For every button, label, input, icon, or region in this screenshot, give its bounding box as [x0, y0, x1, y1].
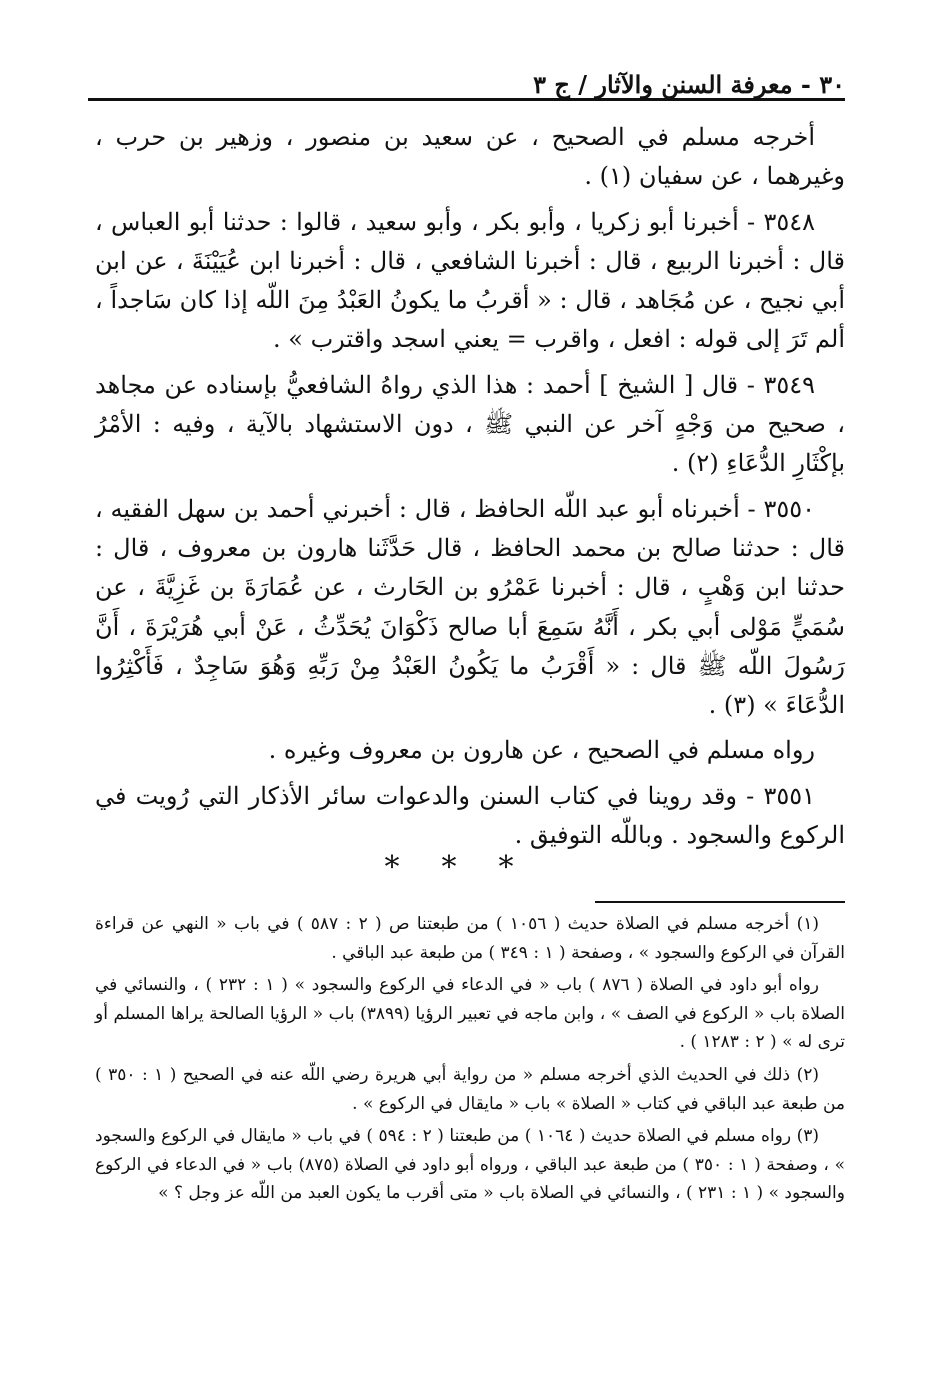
paragraph-riwayah: رواه مسلم في الصحيح ، عن هارون بن معروف وغيره .: [268, 736, 815, 765]
divider-star: *: [498, 850, 556, 885]
main-text: [95, 118, 845, 861]
header-rule: [88, 98, 845, 101]
hadith-3551: ٣٥٥١ - وقد روينا في كتاب السنن والدعوات سائر الأذكار التي رُويت في الركوع والسجود . وباللّه التوفيق .: [95, 781, 845, 850]
section-divider: [0, 850, 940, 885]
footnote-1-continued: رواه أبو داود في الصلاة ( ٨٧٦ ) باب « في الدعاء في الركوع والسجود » ( ١ : ٢٣٢ ) ، والنسائي في الصلاة باب « الركوع في الصف » ، وابن ماجه في تعبير الرؤيا (٣٨٩٩) باب « الرؤيا الصالحة يراها المسلم أو ترى له » ( ٢ : ١٢٨٣ ) .: [95, 975, 845, 1053]
divider-star: *: [441, 850, 499, 885]
footnote-1: (١) أخرجه مسلم في الصلاة حديث ( ١٠٥٦ ) من طبعتنا ص ( ٢ : ٥٨٧ ) في باب « النهي عن قراءة القرآن في الركوع والسجود » ، وصفحة ( ١ : ٣٤٩ ) من طبعة عبد الباقي .: [95, 914, 845, 963]
hadith-3549: ٣٥٤٩ - قال [ الشيخ ] أحمد : هذا الذي رواهُ الشافعيُّ بإسناده عن مجاهد ، صحيح من وَجْهٍ آخر عن النبي ﷺ ، دون الاستشهاد بالآية ، وفيه : الأمْرُ بإكْثَارِ الدُّعَاءِ (٢) .: [95, 370, 845, 478]
footnote-3: (٣) رواه مسلم في الصلاة حديث ( ١٠٦٤ ) من طبعتنا ( ٢ : ٥٩٤ ) في باب « مايقال في الركوع والسجود » ، وصفحة ( ١ : ٣٥٠ ) من طبعة عبد الباقي ، ورواه أبو داود في الصلاة (٨٧٥) باب « في الدعاء في الركوع والسجود » ( ١ : ٢٣١ ) ، والنسائي في الصلاة باب « متى أقرب ما يكون العبد من اللّه عز وجل ؟ »: [95, 1126, 845, 1204]
footnote-rule: [595, 901, 845, 903]
footnote-2: (٢) ذلك في الحديث الذي أخرجه مسلم « من رواية أبي هريرة رضي اللّه عنه في الصحيح ( ١ : ٣٥٠ ) من طبعة عبد الباقي في كتاب « الصلاة » باب « مايقال في الركوع » .: [95, 1064, 845, 1114]
paragraph-takhrij: أخرجه مسلم في الصحيح ، عن سعيد بن منصور ، وزهير بن حرب ، وغيرهما ، عن سفيان (١) .: [95, 123, 845, 191]
footnotes: [95, 910, 845, 1212]
divider-star: *: [384, 850, 442, 885]
running-header: ٣٠ - معرفة السنن والآثار / ج ٣: [533, 70, 845, 99]
hadith-3550: ٣٥٥٠ - أخبرناه أبو عبد اللّه الحافظ ، قال : أخبرني أحمد بن سهل الفقيه ، قال : حدثنا صالح بن محمد الحافظ ، قال حَدَّثَنا هارون بن معروف ، قال : حدثنا ابن وَهْبٍ ، قال : أخبرنا عَمْرُو بن الحَارث ، عن عُمَارَةَ بن غَزِيَّةَ ، عن سُمَيٍّ مَوْلى أبي بكر ، أَنَّهُ سَمِعَ أبا صالح ذَكْوَانَ يُحَدِّثُ ، عَنْ أبي هُرَيْرَةَ ، أَنَّ رَسُولَ اللّه ﷺ قال : « أَقْرَبُ ما يَكُونُ العَبْدُ مِنْ رَبِّهِ وَهُوَ سَاجِدٌ ، فَأَكْثِرُوا الدُّعَاءَ » (٣) .: [95, 494, 845, 720]
hadith-3548: ٣٥٤٨ - أخبرنا أبو زكريا ، وأبو بكر ، وأبو سعيد ، قالوا : حدثنا أبو العباس ، قال : أخبرنا الربيع ، قال : أخبرنا الشافعي ، قال : أخبرنا ابن عُيَيْنَةَ ، عن ابن أبي نجيح ، عن مُجَاهد ، قال : « أقربُ ما يكونُ العَبْدُ مِنَ اللّه إذا كان سَاجداً ، ألم تَرَ إلى قوله : افعل ، واقرب = يعني اسجد واقترب » .: [95, 207, 845, 354]
